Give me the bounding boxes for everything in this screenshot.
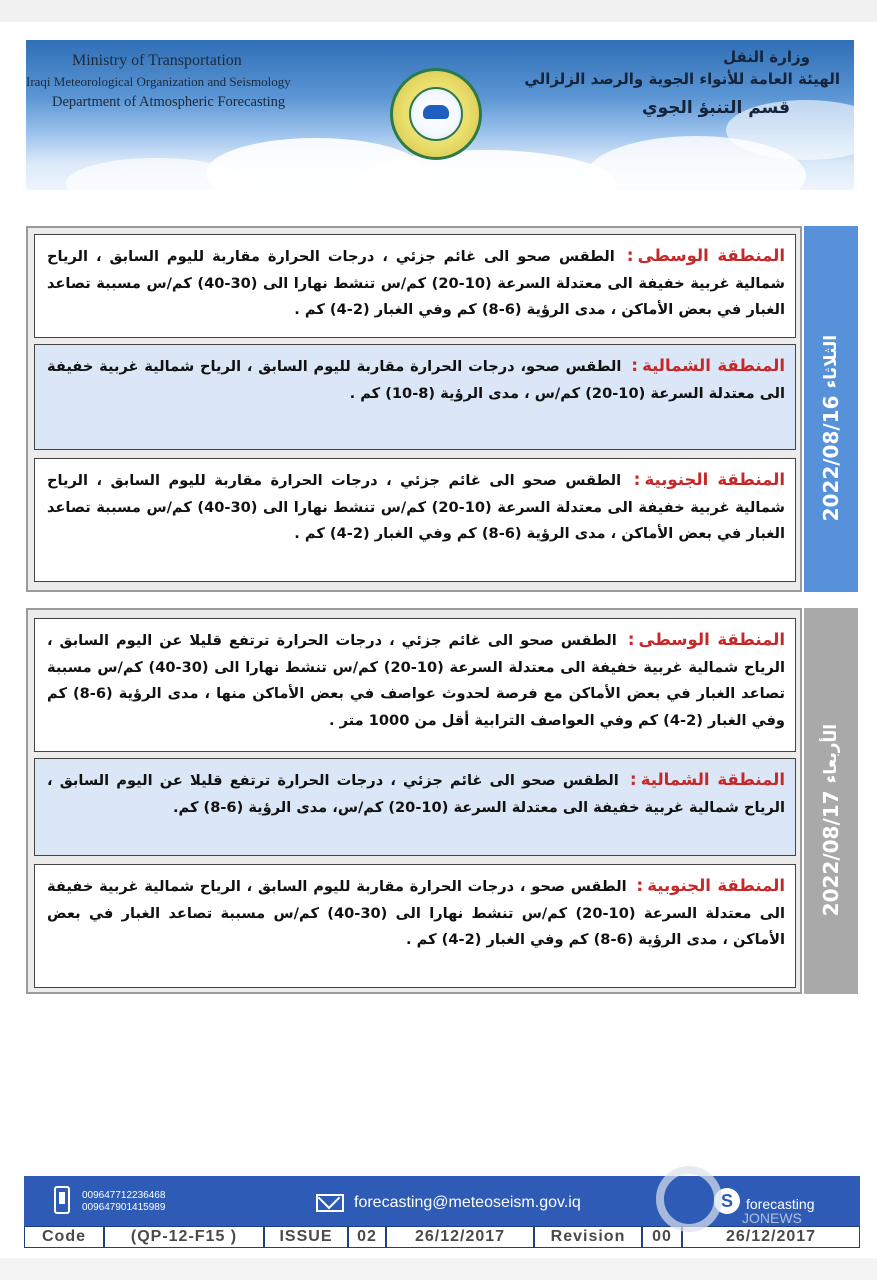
issue-number: 02 xyxy=(349,1227,387,1247)
forecast-day-1 xyxy=(26,226,856,592)
region-separator: : xyxy=(627,630,635,650)
header-arabic xyxy=(510,48,840,118)
day-2-frame xyxy=(26,608,802,994)
region-separator: : xyxy=(636,876,644,896)
issue-label: ISSUE xyxy=(265,1227,349,1247)
mail-icon xyxy=(316,1194,344,1212)
region-forecast-text: الطقس صحو الى غائم جزئي ، درجات الحرارة ترتفع قليلا عن اليوم السابق ، الرياح شمالية غربية خفيفة الى معتدلة السرعة (10-20) كم/س تنشط نهارا الى (30-40) كم/س مسببة تصاعد الغبار في بعض الأماكن مع فرصة لحدوث عواصف في بعض الأماكن منها ، مدى الرؤية (6-8) كم وفي الغبار (2-4) كم وفي العواصف الترابية أقل من 1000 متر . xyxy=(47,632,785,729)
phone-number-1: 009647712236468 xyxy=(82,1190,166,1201)
code-value: (QP-12-F15 ) xyxy=(105,1227,265,1247)
ministry-name-en: Ministry of Transportation xyxy=(72,52,242,69)
region-name: المنطقة الشمالية xyxy=(642,356,785,375)
region-south xyxy=(34,458,796,582)
contact-bar xyxy=(24,1176,860,1226)
document-footer xyxy=(24,1176,860,1248)
ministry-name-ar: وزارة النقل xyxy=(723,48,810,66)
region-north xyxy=(34,758,796,856)
revision-number: 00 xyxy=(643,1227,683,1247)
revision-date: 26/12/2017 xyxy=(725,1228,817,1245)
department-name-ar: قسم التنبؤ الجوي xyxy=(642,98,790,118)
revision-label: Revision xyxy=(535,1227,643,1247)
region-forecast-text: الطقس صحو الى غائم جزئي ، درجات الحرارة ترتفع قليلا عن اليوم السابق ، الرياح شمالية غربية خفيفة الى معتدلة السرعة (10-20) كم/س، مدى الرؤية (6-8) كم. xyxy=(47,772,785,816)
region-separator: : xyxy=(633,470,641,490)
region-central xyxy=(34,618,796,752)
region-separator: : xyxy=(629,770,637,790)
region-name: المنطقة الوسطى xyxy=(637,246,785,265)
logo-emblem xyxy=(409,87,463,141)
day-date: 2022/08/16 xyxy=(819,395,843,522)
day-1-date-sidebar xyxy=(804,226,858,592)
region-separator: : xyxy=(626,246,634,266)
region-forecast-text: الطقس صحو الى غائم جزئي ، درجات الحرارة مقاربة لليوم السابق ، الرياح شمالية غربية خفيفة الى معتدلة السرعة (10-20) كم/س تنشط نهارا الى (30-40) كم/س مسببة تصاعد الغبار في بعض الأماكن ، مدى الرؤية (6-8) كم وفي الغبار (2-4) كم . xyxy=(47,248,785,318)
organization-logo xyxy=(390,68,482,160)
header-banner xyxy=(26,40,854,190)
region-central xyxy=(34,234,796,338)
region-south xyxy=(34,864,796,988)
forecast-day-2 xyxy=(26,608,856,994)
organization-name-ar: الهيئة العامة للأنواء الجوية والرصد الزلزالي xyxy=(524,70,840,88)
cloud-icon xyxy=(423,105,449,119)
region-forecast-text: الطقس صحو ، درجات الحرارة مقاربة لليوم السابق ، الرياح شمالية غربية خفيفة الى معتدلة السرعة (10-20) كم/س تنشط نهارا الى (30-40) كم/س مسببة تصاعد الغبار في بعض الأماكن ، مدى الرؤية (6-8) كم وفي الغبار (2-4) كم . xyxy=(47,878,785,948)
document-control-bar xyxy=(24,1226,860,1248)
day-2-date-sidebar xyxy=(804,608,858,994)
code-label: Code xyxy=(25,1227,105,1247)
watermark-text: JONEWS xyxy=(742,1210,802,1226)
skype-handle: forecasting xyxy=(746,1196,815,1212)
contact-email[interactable]: forecasting@meteoseism.gov.iq xyxy=(354,1194,581,1211)
organization-name-en: Iraqi Meteorological Organization and Seismology xyxy=(26,74,291,89)
bottom-strip xyxy=(0,1258,877,1280)
phone-number-2: 009647901415989 xyxy=(82,1202,166,1213)
phone-numbers xyxy=(82,1190,165,1214)
day-2-date-label xyxy=(819,686,843,916)
top-strip xyxy=(0,0,877,22)
header-english xyxy=(26,52,326,111)
skype-icon: S xyxy=(714,1188,740,1214)
phone-icon xyxy=(54,1186,70,1214)
day-1-frame xyxy=(26,226,802,592)
day-1-date-label xyxy=(819,297,843,521)
day-name: الثلاثاء xyxy=(821,334,841,389)
region-forecast-text: الطقس صحو الى غائم جزئي ، درجات الحرارة مقاربة لليوم السابق ، الرياح شمالية غربية خفيفة الى معتدلة السرعة (10-20) كم/س تنشط نهارا الى (30-40) كم/س مسببة تصاعد الغبار في بعض الأماكن ، مدى الرؤية (6-8) كم وفي الغبار (2-4) كم . xyxy=(47,472,785,542)
region-north xyxy=(34,344,796,450)
region-name: المنطقة الجنوبية xyxy=(644,470,786,489)
region-name: المنطقة الشمالية xyxy=(640,770,785,789)
issue-date: 26/12/2017 xyxy=(387,1227,535,1247)
region-name: المنطقة الجنوبية xyxy=(647,876,785,895)
department-name-en: Department of Atmospheric Forecasting xyxy=(52,94,286,110)
watermark-logo xyxy=(656,1166,722,1232)
region-separator: : xyxy=(631,356,639,376)
day-date: 2022/08/17 xyxy=(819,790,843,917)
region-forecast-text: الطقس صحو، درجات الحرارة مقاربة لليوم السابق ، الرياح شمالية غربية خفيفة الى معتدلة السرعة (10-20) كم/س ، مدى الرؤية (8-10) كم . xyxy=(47,358,785,402)
day-name: الأربعاء xyxy=(821,723,841,784)
region-name: المنطقة الوسطى xyxy=(638,630,785,649)
